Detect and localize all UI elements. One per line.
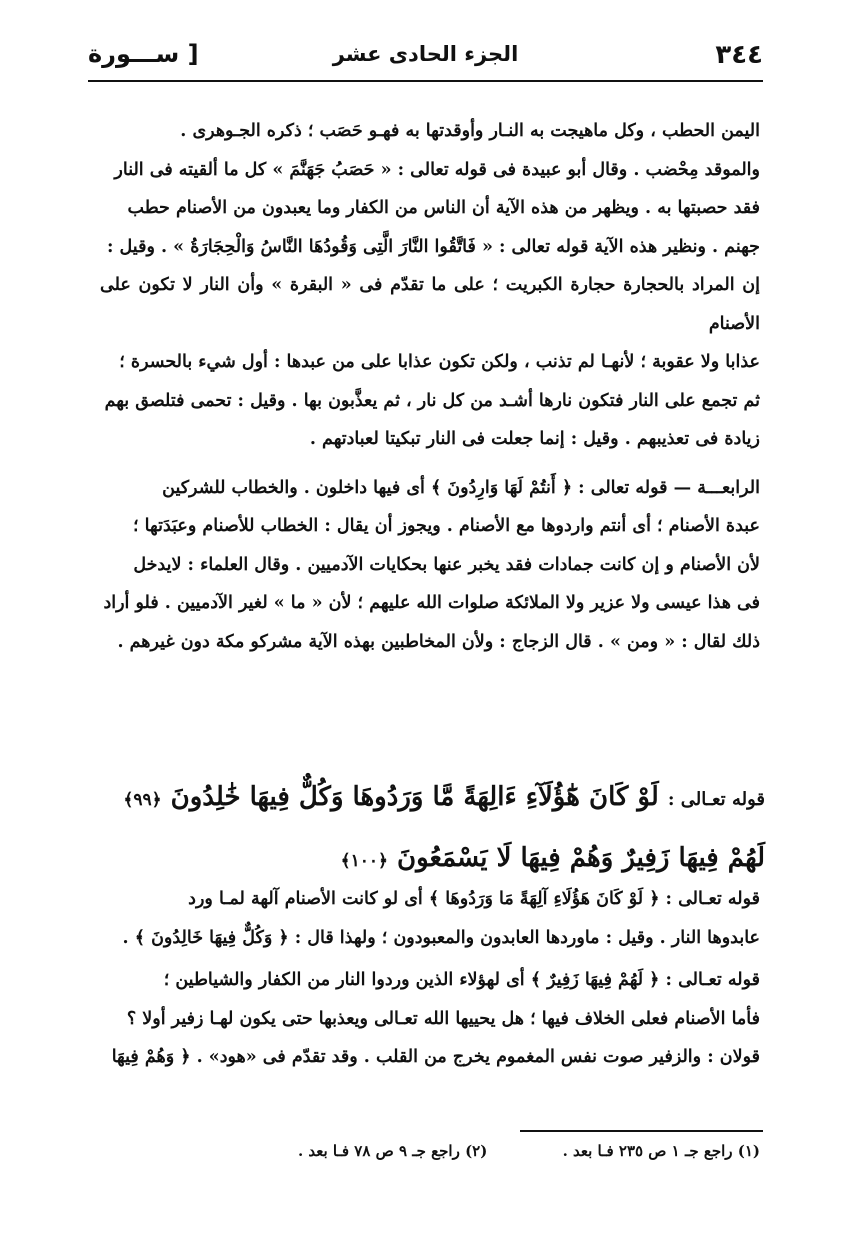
quran-verse-block	[100, 768, 765, 890]
page-header	[88, 36, 763, 76]
text-line: عابدوها النار . وقيل : ماوردها العابدون والمعبودون ؛ ولهذا قال : ﴿ وَكُلٌّ فِيهَا خَالِدُونَ ﴾ .	[122, 927, 760, 948]
header-rule	[88, 80, 763, 82]
verse-text: لَهُمْ فِيهَا زَفِيرٌ وَهُمْ فِيهَا لَا يَسْمَعُونَ	[397, 843, 765, 873]
ayah-number: ﴿١٠٠﴾	[340, 851, 388, 871]
text-line: قوله تعـالى : ﴿ لَوْ كَانَ هَؤُلَاءِ آلِهَةً مَا وَرَدُوهَا ﴾ أى لو كانت الأصنام آلهة لمـا ورد	[188, 889, 760, 909]
text-line: فقد حصبتها به . ويظهر من هذه الآية أن الناس من الكفار وما يعبدون من الأصنام حطب	[127, 198, 760, 218]
text-line: إن المراد بالحجارة حجارة الكبريت ؛ على ما تقدّم فى « البقرة » وأن النار لا تكون على الأصنام	[100, 275, 760, 334]
text-line: الرابعـــة — قوله تعالى : ﴿ أَنتُمْ لَهَا وَارِدُونَ ﴾ أى فيها داخلون . والخطاب للشركين	[162, 477, 760, 498]
footnote: (٢) راجع جـ ٩ ص ٧٨ فـا بعد .	[297, 1142, 488, 1160]
text-line: اليمن الحطب ، وكل ماهيجت به النـار وأوقدتها به فهـو حَصَب ؛ ذكره الجـوهرى .	[180, 121, 760, 141]
text-line: فى هذا عيسى ولا عزير ولا الملائكة صلوات الله عليهم ؛ لأن « ما » لغير الآدميين . فلو أراد	[103, 593, 760, 613]
commentary-text-2	[100, 880, 760, 1077]
text-line: لأن الأصنام و إن كانت جمادات فقد يخبر عنها بحكايات الآدميين . وقال العلماء : لايدخل	[133, 554, 760, 575]
text-line: قوله تعـالى : ﴿ لَهُمْ فِيهَا زَفِيرٌ ﴾ أى لهؤلاء الذين وردوا النار من الكفار والشياطين ؛	[163, 970, 760, 990]
running-title: الجزء الحادى عشر	[332, 42, 519, 66]
quran-verse-line	[100, 768, 765, 829]
text-line: جهنم . ونظير هذه الآية قوله تعالى : « فَاتَّقُوا النَّارَ الَّتِى وَقُودُهَا النَّاسُ وَالْحِجَارَةُ » . وقيل :	[107, 236, 760, 257]
commentary-text	[100, 112, 760, 661]
footnotes	[240, 1142, 760, 1160]
text-line: زيادة فى تعذيبهم . وقيل : إنما جعلت فى النار تبكيتا لعبادتهم .	[309, 429, 760, 449]
verse-text: لَوْ كَانَ هَٰٓؤُلَآءِ ءَالِهَةً مَّا وَرَدُوهَا وَكُلٌّ فِيهَا خَٰلِدُونَ	[170, 782, 659, 812]
text-line: ثم تجمع على النار فتكون نارها أشـد من كل نار ، ثم يعذَّبون بها . وقيل : تحمى فتلصق بهم	[104, 390, 760, 411]
text-line: والموقد مِحْضب . وقال أبو عبيدة فى قوله تعالى : « حَصَبُ جَهَنَّمَ » كل ما ألقيته فى النار	[114, 159, 760, 180]
surah-label: [ ســـورة	[88, 40, 199, 68]
footnote-rule	[520, 1130, 763, 1132]
text-line: ذلك لقال : « ومن » . قال الزجاج : ولأن المخاطبين بهذه الآية مشركو مكة دون غيرهم .	[117, 631, 760, 652]
ayah-number: ﴿٩٩﴾	[123, 790, 162, 810]
footnote: (١) راجع جـ ١ ص ٢٣٥ فـا بعد .	[562, 1142, 760, 1160]
page-number: ٣٤٤	[715, 40, 763, 70]
text-line: عذابا ولا عقوبة ؛ لأنهـا لم تذنب ، ولكن تكون عذابا على من عبدها : أول شيء بالحسرة ؛	[119, 352, 760, 372]
text-line: قولان : والزفير صوت نفس المغموم يخرج من القلب . وقد تقدّم فى «هود» . ﴿ وَهُمْ فِيهَا	[111, 1047, 760, 1067]
text-line: عبدة الأصنام ؛ أى أنتم واردوها مع الأصنام . ويجوز أن يقال : الخطاب للأصنام وعبَدَتها ؛	[133, 516, 760, 536]
verse-lead: قوله تعـالى :	[667, 789, 765, 810]
text-line: فأما الأصنام فعلى الخلاف فيها ؛ هل يحييها الله تعـالى ويعذبها حتى يكون لهـا زفير أولا ؟	[126, 1008, 760, 1029]
